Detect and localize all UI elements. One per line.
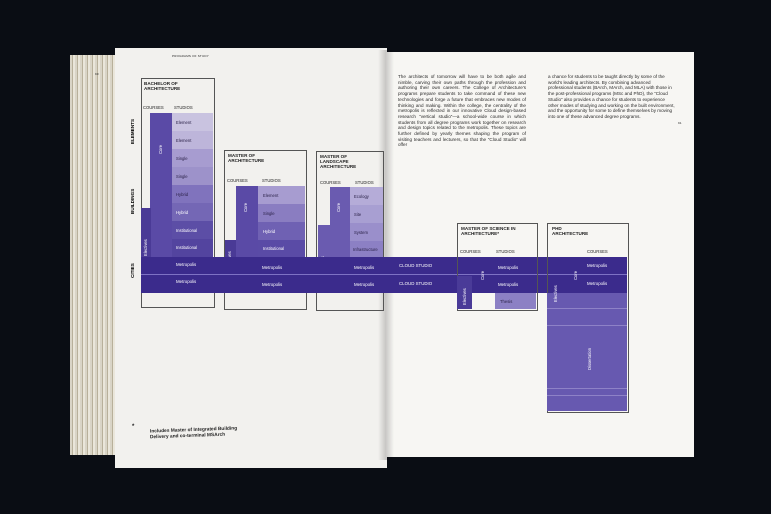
mla-studio-3: System (354, 230, 368, 235)
march-title-1: MASTER OF (228, 153, 256, 158)
mla-studio-1: Ecology (354, 194, 369, 199)
march-studio-4: Institutional (263, 246, 285, 251)
barch-courses-heading: COURSES (143, 105, 164, 110)
msc-studios-heading: STUDIOS (496, 249, 515, 254)
msc-title-2: ARCHITECTURE* (461, 231, 500, 236)
body-text-column-1: The architects of tomorrow will have to be both agile and nimble, carving their own paths through the profession and authoring their own careers. The College of Architecture’s programs prepare students to take command of these new technologies and forge a future that embraces new modes of thinking and making. Within the college, the centrality of the metropolis is reflected in our innovative Cloud design-based research “vertical studio”—a school-wide course in which students from all degree programs work together on research and design topics related to the metropolis. These topics are further defined by yearly themes shaping the program of visiting teachers and lecturers, so that the “Cloud Studio” will offer (398, 74, 526, 148)
mla-studio-2: Site (354, 212, 362, 217)
footnote-mark: * (132, 424, 135, 430)
footnote-line-2: Delivery and co-terminal MSArch (149, 432, 226, 441)
barch-title-2: ARCHITECTURE (144, 86, 181, 91)
phd-rule-3 (547, 388, 627, 389)
body-text-column-2: a chance for students to be taught directly by some of the world’s leading architects. By combining advanced professional students (BArch, MArch, and MLA) with those in the post-professional programs (MSc and PhD), the “Cloud Studio” also provides a chance for students to experience other modes of studying and working on the built environment, and the opportunity for some to define themselves by moving into one of these advanced degree programs. (548, 74, 675, 119)
page-number-right: 91 (678, 121, 682, 125)
march-studio-2: Single (263, 211, 275, 216)
page-edges (70, 55, 118, 455)
msc-title-1: MASTER OF SCIENCE IN (461, 226, 516, 231)
march-studios-heading: STUDIOS (262, 178, 281, 183)
mla-title-1: MASTER OF (320, 154, 348, 159)
phd-title-2: ARCHITECTURE (552, 231, 589, 236)
msc-metropolis-1: Metropolis (498, 265, 519, 270)
phd-courses-heading: COURSES (587, 249, 608, 254)
barch-studio-2: Element (176, 138, 192, 143)
phd-rule-4 (547, 395, 627, 396)
phd-dissertation-label: Dissertation (587, 347, 592, 370)
barch-studio-3: Single (176, 156, 188, 161)
mla-studio-4: Infrastructure (353, 247, 378, 252)
march-metropolis-1: Metropolis (262, 265, 283, 270)
march-title-2: ARCHITECTURE (228, 158, 265, 163)
mla-core-label: Core (336, 202, 341, 212)
phd-metropolis-1: Metropolis (587, 263, 608, 268)
phd-title-1: PHD (552, 226, 562, 231)
barch-electives-label: Electives (143, 239, 148, 256)
row-label-buildings: BUILDINGS (130, 188, 135, 214)
march-core-label: Core (243, 202, 248, 212)
phd-core-label: Core (573, 270, 578, 280)
msc-core-label: Core (480, 270, 485, 280)
mla-title-3: ARCHITECTURE (320, 164, 357, 169)
cloud-studio-label-2: CLOUD STUDIO (399, 281, 433, 286)
march-courses-heading: COURSES (227, 178, 248, 183)
msc-metropolis-2: Metropolis (498, 282, 519, 287)
page-number-left: 90 (95, 72, 99, 76)
phd-metropolis-2: Metropolis (587, 281, 608, 286)
footnote-line-1: Includes Master of Integrated Building (149, 426, 238, 435)
msc-electives-label: Electives (462, 288, 467, 305)
barch-core-label: Core (158, 144, 163, 154)
msc-courses-heading: COURSES (460, 249, 481, 254)
phd-rule-2 (547, 325, 627, 326)
running-header: PROGRAMS OF STUDY (172, 54, 209, 58)
mla-title-2: LANDSCAPE (320, 159, 349, 164)
barch-studios-heading: STUDIOS (174, 105, 193, 110)
mla-courses-heading: COURSES (320, 180, 341, 185)
barch-studio-6: Hybrid (176, 210, 189, 215)
march-studio-3: Hybrid (263, 229, 276, 234)
mla-electives-bar (318, 225, 330, 258)
barch-studio-5: Hybrid (176, 192, 189, 197)
march-metropolis-2: Metropolis (262, 282, 283, 287)
barch-core-bar (150, 113, 172, 257)
mla-metropolis-1: Metropolis (354, 265, 375, 270)
march-studio-1: Element (263, 193, 279, 198)
barch-studio-1: Element (176, 120, 192, 125)
march-core-bar (236, 186, 258, 257)
cloud-studio-label-1: CLOUD STUDIO (399, 263, 433, 268)
barch-studio-7: Institutional (176, 228, 198, 233)
mla-studios-heading: STUDIOS (355, 180, 374, 185)
msc-studio-thesis: Thesis (500, 299, 513, 304)
mla-metropolis-2: Metropolis (354, 282, 375, 287)
barch-title-1: BACHELOR OF (144, 81, 178, 86)
barch-metropolis-1: Metropolis (176, 262, 197, 267)
phd-electives-label: Electives (553, 285, 558, 302)
barch-studio-4: Single (176, 174, 188, 179)
barch-metropolis-2: Metropolis (176, 279, 197, 284)
mla-core-bar (330, 187, 350, 258)
phd-rule-1 (547, 308, 627, 309)
row-label-cities: CITIES (130, 263, 135, 278)
row-label-elements: ELEMENTS (130, 118, 135, 144)
barch-studio-8: Institutional (176, 245, 198, 250)
